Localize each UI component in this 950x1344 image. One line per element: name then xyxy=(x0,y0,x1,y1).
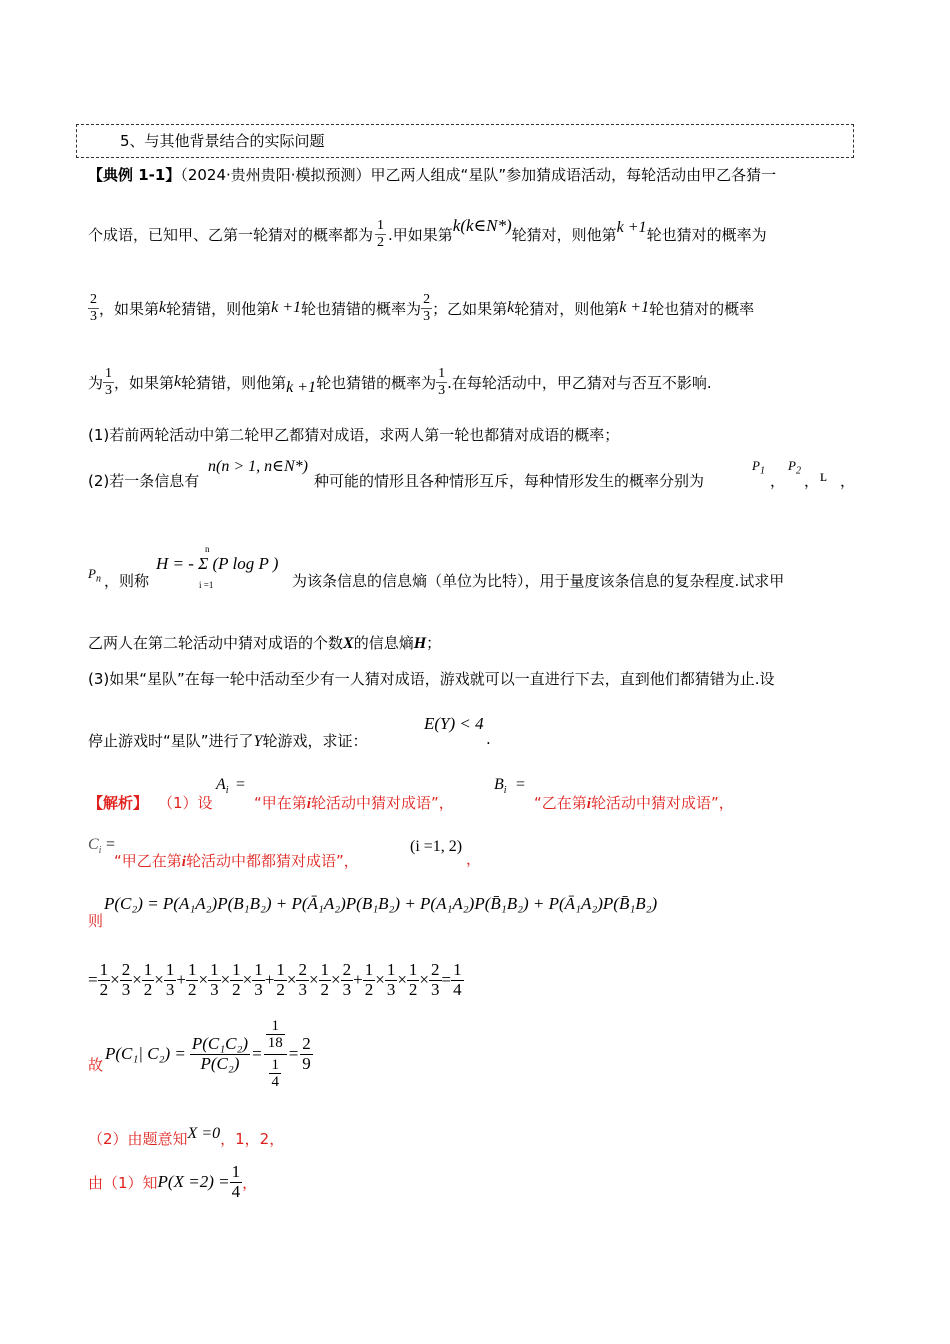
frac xyxy=(164,961,177,999)
num: 1 xyxy=(99,959,109,979)
times: × xyxy=(198,970,209,989)
text: 轮也猜对的概率 xyxy=(649,299,755,318)
num: 1 xyxy=(364,959,374,979)
num xyxy=(264,1018,287,1055)
i-range-wrap xyxy=(410,838,462,856)
text: 轮猜对，则他第 xyxy=(514,299,620,318)
den: 3 xyxy=(342,979,352,999)
c-i: $C_i$ xyxy=(88,836,102,857)
den: 18 xyxy=(267,1035,283,1051)
text: 轮活动中猜对成语”， xyxy=(310,794,454,812)
text: ，如果第 xyxy=(99,299,160,318)
result-2-9 xyxy=(300,1035,313,1073)
den: 3 xyxy=(438,382,446,398)
frac xyxy=(341,961,354,999)
text: (2)若一条信息有 xyxy=(88,472,200,490)
semicolon: ； xyxy=(426,634,442,652)
frac xyxy=(98,961,111,999)
equals: = xyxy=(252,1044,262,1063)
times: × xyxy=(110,970,120,989)
den: 3 xyxy=(386,979,396,999)
text: 为该条信息的信息熵（单位为比特），用于量度该条信息的复杂程度.试求甲 xyxy=(292,572,785,590)
question-1: (1)若前两轮活动中第二轮甲乙都猜对成语，求两人第一轮也都猜对成语的概率； xyxy=(88,426,620,444)
den: 2 xyxy=(187,979,197,999)
num: 1 xyxy=(408,959,418,979)
text: “乙在第 xyxy=(534,794,587,812)
frac-1-18 xyxy=(266,1018,285,1052)
text: 由（1）知 xyxy=(88,1173,158,1192)
num: P(C₁C₂) xyxy=(191,1033,249,1053)
comma: ， xyxy=(840,472,856,490)
var-y: Y xyxy=(253,733,263,750)
question-2-line-3 xyxy=(88,632,441,653)
den: 2 xyxy=(276,979,285,999)
k: k xyxy=(174,373,182,390)
var-h: H xyxy=(413,635,427,652)
num: 2 xyxy=(342,959,352,979)
den: 3 xyxy=(105,382,113,398)
text: 种可能的情形且各种情形互斥，每种情形发生的概率分别为 xyxy=(314,472,705,490)
num: 2 xyxy=(90,292,97,308)
example-line-1 xyxy=(88,164,776,185)
text: .在每轮活动中，甲乙猜对与否互不影响. xyxy=(447,373,712,392)
equals: = xyxy=(516,776,526,793)
num: 1 xyxy=(271,1056,279,1073)
conditional-lhs: P(C₁| C₂) = xyxy=(105,1044,186,1063)
solution-line-1 xyxy=(88,774,868,814)
text: “甲乙在第 xyxy=(114,852,182,870)
text: 轮也猜错的概率为 xyxy=(316,373,437,392)
sum-lower: i =1 xyxy=(199,580,214,590)
b-i: $B_i$ xyxy=(494,776,507,797)
den: 2 xyxy=(364,979,374,999)
frac xyxy=(120,961,133,999)
frac-1-4 xyxy=(269,1057,281,1091)
num: 1 xyxy=(210,959,219,979)
text-wrap xyxy=(254,792,454,813)
text: 轮游戏，求证： xyxy=(262,732,368,750)
solution-line-5 xyxy=(88,1014,488,1094)
question-2-line-1 xyxy=(88,456,868,496)
frac xyxy=(363,961,376,999)
den: P(C₂) xyxy=(200,1053,240,1073)
plus: + xyxy=(176,970,186,989)
question-3-line-1: (3)如果“星队”在每一轮中活动至少有一人猜对成语，游戏就可以一直进行下去，直到他们都猜错为止.设 xyxy=(88,670,775,688)
den: 9 xyxy=(302,1053,311,1073)
num: 1 xyxy=(105,366,113,382)
equals: = xyxy=(88,970,98,989)
example-line-2 xyxy=(88,212,767,256)
plus: + xyxy=(353,970,363,989)
times: × xyxy=(242,970,253,989)
times: × xyxy=(286,970,297,989)
fraction-one-third xyxy=(103,366,114,398)
text: 乙两人在第二轮活动中猜对成语的个数 xyxy=(88,634,344,652)
frac xyxy=(429,961,442,999)
text-wrap xyxy=(114,850,359,871)
p-letter: P xyxy=(88,566,96,581)
c-letter: C xyxy=(88,836,99,853)
question-3-line-2 xyxy=(88,712,588,752)
num: 1 xyxy=(386,959,396,979)
text: 轮也猜错的概率为 xyxy=(301,299,422,318)
num: 1 xyxy=(143,959,153,979)
k-plus-1: k +1 xyxy=(271,299,302,316)
so-label: 故 xyxy=(88,1055,104,1074)
text: 轮猜错，则他第 xyxy=(181,373,287,392)
den: 3 xyxy=(90,308,97,324)
k-set: k(k∈N*) xyxy=(452,216,512,235)
solution-part-2-line-1 xyxy=(88,1124,284,1152)
fraction-half xyxy=(375,218,386,250)
comma: ， xyxy=(804,472,820,490)
then-label: 则 xyxy=(88,912,104,930)
question-2-line-2 xyxy=(88,540,868,596)
solution-tag: 【解析】 xyxy=(88,794,149,812)
times: × xyxy=(397,970,407,989)
den: 3 xyxy=(431,979,440,999)
example-line-4 xyxy=(88,360,712,404)
num: 2 xyxy=(431,959,440,979)
comma: ， xyxy=(466,850,482,868)
frac xyxy=(208,961,221,999)
num: 2 xyxy=(298,959,307,979)
pn: $P_n$ xyxy=(88,566,101,585)
k-plus-1: k +1 xyxy=(616,219,647,236)
k: k xyxy=(507,299,515,316)
num: 1 xyxy=(377,218,385,234)
num: 1 xyxy=(187,959,197,979)
den: 2 xyxy=(232,979,241,999)
den: 4 xyxy=(453,979,462,999)
probability-expression: P(C₂) = P(A₁A₂)P(B₁B₂) + P(Ā₁A₂)P(B₁B₂) + P(A₁A₂)P(B̄₁B₂) + P(Ā₁A₂)P(B̄₁B₂) xyxy=(104,894,658,913)
p2: $P_2$ xyxy=(788,458,801,477)
k: k xyxy=(159,299,167,316)
equals: = xyxy=(288,1044,299,1063)
frac xyxy=(186,961,199,999)
frac xyxy=(252,961,265,999)
example-line-3 xyxy=(88,286,754,330)
text: ，则称 xyxy=(104,572,150,590)
num: 1 xyxy=(320,959,330,979)
times: × xyxy=(132,970,142,989)
text: 轮猜对，则他第 xyxy=(511,225,617,244)
frac xyxy=(274,961,287,999)
comma: ， xyxy=(770,472,786,490)
frac xyxy=(296,961,309,999)
k-plus-1: k +1 xyxy=(286,379,317,396)
solution-line-2 xyxy=(88,834,868,874)
a-i: $A_i$ xyxy=(216,776,229,797)
compound-frac xyxy=(264,1018,287,1091)
den: 2 xyxy=(320,979,330,999)
num: 2 xyxy=(423,292,431,308)
n-condition: n(n > 1, n∈N*) xyxy=(208,458,308,475)
var-i: i xyxy=(306,796,311,812)
den: 2 xyxy=(377,234,385,250)
text: ， xyxy=(242,1173,258,1192)
p1: $P_1$ xyxy=(752,458,765,477)
num: 1 xyxy=(232,959,241,979)
text: 轮活动中都都猜对成语”， xyxy=(185,852,359,870)
num: 1 xyxy=(231,1161,241,1181)
text: ，如果第 xyxy=(114,373,175,392)
times: × xyxy=(419,970,429,989)
solution-line-3 xyxy=(88,894,888,934)
den: 3 xyxy=(210,979,219,999)
times: × xyxy=(220,970,231,989)
text: “甲在第 xyxy=(254,794,307,812)
den: 2 xyxy=(408,979,418,999)
frac xyxy=(407,961,420,999)
example-tag: 【典例 1-1】 xyxy=(88,166,181,184)
text-wrap xyxy=(88,730,367,751)
fraction-one-third xyxy=(436,366,447,398)
times: × xyxy=(375,970,385,989)
sum-upper: n xyxy=(205,544,210,554)
den: 3 xyxy=(298,979,307,999)
text: 的信息熵 xyxy=(353,634,414,652)
var-x: X xyxy=(343,635,354,652)
result-frac xyxy=(451,961,464,999)
conditional-frac xyxy=(190,1035,250,1073)
num: 1 xyxy=(438,366,446,382)
den: 4 xyxy=(271,1074,279,1090)
frac xyxy=(385,961,398,999)
num: 1 xyxy=(276,959,285,979)
solution-part-2-line-2 xyxy=(88,1158,257,1206)
den: 3 xyxy=(254,979,263,999)
solution-line-4 xyxy=(88,958,464,1002)
den xyxy=(264,1055,287,1091)
period: . xyxy=(486,730,491,748)
num: 2 xyxy=(302,1033,311,1053)
var-i: i xyxy=(586,796,591,812)
den: 3 xyxy=(165,979,175,999)
times: × xyxy=(331,970,341,989)
den: 3 xyxy=(423,308,431,324)
num: 2 xyxy=(121,959,131,979)
fraction-two-thirds xyxy=(421,292,432,324)
text: （2）由题意知 xyxy=(88,1129,188,1148)
den: 3 xyxy=(121,979,131,999)
text: 停止游戏时“星队”进行了 xyxy=(88,732,254,750)
den: 2 xyxy=(143,979,153,999)
text: ；乙如果第 xyxy=(432,299,508,318)
equals: = xyxy=(236,776,246,793)
a-letter: A xyxy=(216,776,226,793)
den: 4 xyxy=(231,1181,241,1201)
frac-1-4 xyxy=(230,1163,243,1201)
text: .甲如果第 xyxy=(388,225,453,244)
num: 1 xyxy=(254,959,263,979)
text: ，1，2， xyxy=(220,1129,285,1148)
den: 2 xyxy=(99,979,109,999)
text-wrap xyxy=(534,792,734,813)
times: × xyxy=(308,970,319,989)
text: 个成语，已知甲、乙第一轮猜对的概率都为 xyxy=(88,225,374,244)
i-range: (i =1, 2) xyxy=(410,838,463,855)
num: 1 xyxy=(165,959,175,979)
plus: + xyxy=(264,970,275,989)
text: 轮猜错，则他第 xyxy=(166,299,272,318)
p-letter: P xyxy=(788,458,796,473)
text: 轮活动中猜对成语”， xyxy=(590,794,734,812)
fraction-two-thirds xyxy=(88,292,99,324)
var-i: i xyxy=(181,854,186,870)
b-letter: B xyxy=(494,776,504,793)
num: 1 xyxy=(453,959,462,979)
frac xyxy=(230,961,243,999)
example-text-1: 甲乙两人组成“星队”参加猜成语活动，每轮活动由甲乙各猜一 xyxy=(370,166,777,184)
example-source: （2024·贵州贵阳·模拟预测） xyxy=(180,166,371,184)
x-equals-zero: X =0 xyxy=(187,1125,221,1142)
entropy-formula: H = - Σ (P log P ) xyxy=(156,554,279,573)
p-letter: P xyxy=(752,458,760,473)
section-title: 5、与其他背景结合的实际问题 xyxy=(120,132,325,150)
frac xyxy=(319,961,332,999)
frac xyxy=(142,961,155,999)
expectation-inequality: E(Y) < 4 xyxy=(424,714,484,733)
equals: = xyxy=(441,970,452,989)
ellipsis: ʟ xyxy=(820,468,827,485)
text: 为 xyxy=(88,373,104,392)
p-x-equals-2: P(X =2) = xyxy=(157,1172,230,1191)
text: 轮也猜对的概率为 xyxy=(646,225,767,244)
num: 1 xyxy=(266,1018,285,1036)
k-plus-1: k +1 xyxy=(619,299,650,316)
equals: = xyxy=(106,836,116,853)
times: × xyxy=(154,970,164,989)
text: （1）设 xyxy=(158,794,213,812)
